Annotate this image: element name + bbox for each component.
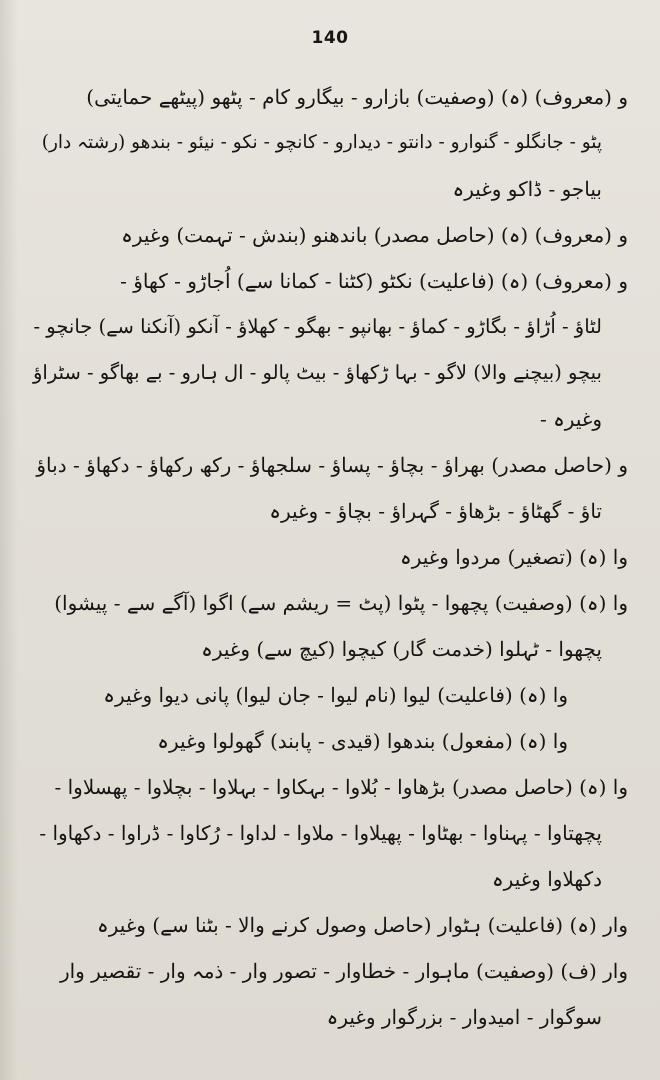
text-line: پٹو - جانگلو - گنوارو - دانتو - دیدارو - کانچو - نکو - نیئو - بندھو (رشتہ دار) — [41, 132, 602, 153]
text-line: لٹاؤ - اُڑاؤ - بگاڑو - کماؤ - بھانپو - بھگو - کھلاؤ - آنکو (آنکنا سے) جانچو - — [33, 315, 602, 338]
page-number: 140 — [311, 28, 349, 48]
text-line: وغیرہ - — [539, 407, 602, 431]
text-line: سوگوار - امیدوار - بزرگوار وغیرہ — [326, 1005, 602, 1029]
text-line: وا (ہ) (مفعول) بندھوا (قیدی - پابند) گھولوا وغیرہ — [157, 729, 568, 753]
text-line: تاؤ - گھٹاؤ - بڑھاؤ - گہراؤ - بچاؤ - وغیرہ — [269, 499, 602, 523]
text-line: و (معروف) (ہ) (فاعلیت) نکٹو (کٹنا - کمانا سے) اُجاڑو - کھاؤ - — [120, 269, 628, 293]
text-line: و (معروف) (ہ) (وصفیت) بازارو - بیگارو کام - پٹھو (پیٹھے حمایتی) — [86, 85, 628, 109]
text-line: وا (ہ) (وصفیت) پچھوا - پٹوا (پٹ = ریشم سے) اگوا (آگے سے - پیشوا) — [54, 591, 628, 615]
text-line: پچھوا - ٹہلوا (خدمت گار) کیچوا (کیچ سے) وغیرہ — [201, 637, 602, 661]
text-line: بیاجو - ڈاکو وغیرہ — [452, 177, 602, 201]
text-line: وا (ہ) (تصغیر) مردوا وغیرہ — [400, 545, 628, 569]
text-line: و (معروف) (ہ) (حاصل مصدر) باندھنو (بندش - تہمت) وغیرہ — [121, 223, 628, 247]
text-line: وار (ف) (وصفیت) ماہوار - خطاوار - تصور وار - ذمہ وار - تقصیر وار — [59, 959, 628, 983]
text-line: پچھتاوا - پہناوا - بھٹاوا - پھیلاوا - ملاوا - لداوا - رُکاوا - ڈراوا - دکھاوا - — [39, 821, 602, 845]
text-line: بیچو (بیچنے والا) لاگو - بہا ڑکھاؤ - بیٹ پالو - ال ہارو - بے بھاگو - سٹراؤ — [32, 361, 602, 384]
text-line: وا (ہ) (حاصل مصدر) بڑھاوا - بُلاوا - بہکاوا - بہلاوا - بچلاوا - پھسلاوا - — [54, 775, 628, 799]
text-block — [28, 74, 638, 1040]
text-line: و (حاصل مصدر) بھراؤ - بچاؤ - پساؤ - سلجھاؤ - رکھ رکھاؤ - دکھاؤ - دباؤ — [36, 453, 628, 477]
text-line: دکھلاوا وغیرہ — [491, 867, 602, 891]
text-line: وار (ہ) (فاعلیت) ہٹوار (حاصل وصول کرنے والا - بٹنا سے) وغیرہ — [97, 913, 628, 937]
text-line: وا (ہ) (فاعلیت) لیوا (نام لیوا - جان لیوا) پانی دیوا وغیرہ — [103, 683, 568, 707]
